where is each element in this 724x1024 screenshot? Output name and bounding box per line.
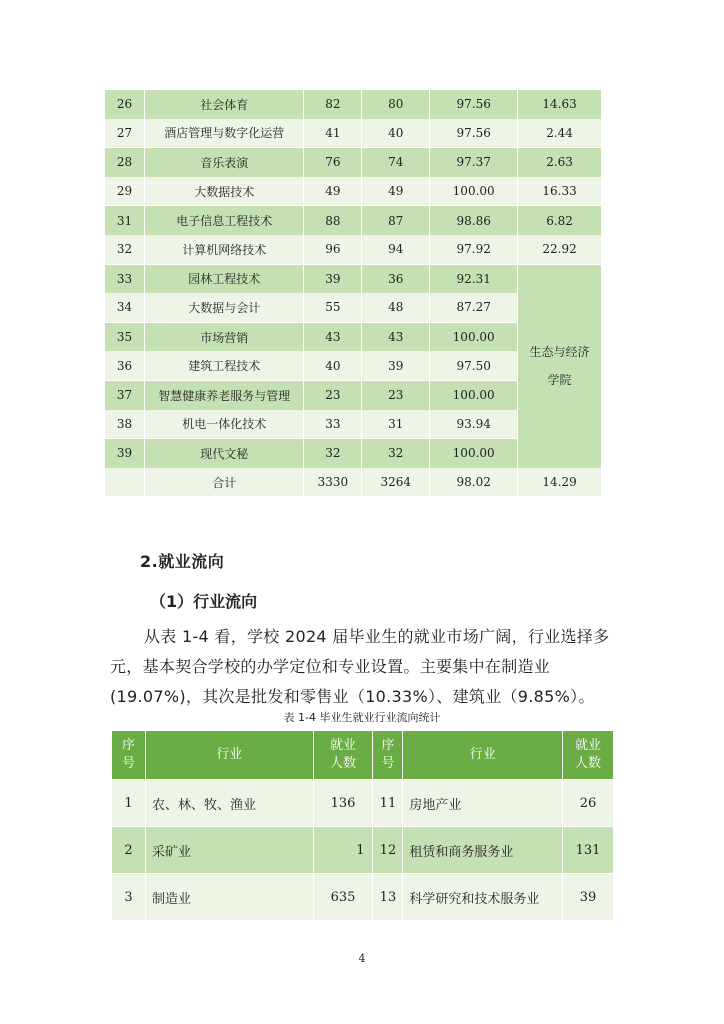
employed-count: 94 bbox=[362, 235, 430, 264]
row-number: 33 bbox=[105, 264, 145, 293]
college-name-line1: 生态与经济 bbox=[529, 345, 590, 360]
table-row bbox=[105, 206, 602, 235]
employment-rate: 97.56 bbox=[430, 90, 518, 119]
table-caption: 表 1-4 毕业生就业行业流向统计 bbox=[283, 711, 441, 724]
major-name: 现代文秘 bbox=[144, 439, 304, 468]
employed-count: 40 bbox=[362, 119, 430, 148]
row-number: 2 bbox=[112, 827, 146, 874]
row-number: 27 bbox=[105, 119, 145, 148]
header-no: 序 号 bbox=[112, 731, 146, 780]
major-name: 机电一体化技术 bbox=[144, 410, 304, 439]
graduates-count: 55 bbox=[304, 293, 362, 322]
section-heading: 2.就业流向 bbox=[140, 552, 225, 571]
extra-rate: 2.44 bbox=[518, 119, 602, 148]
employment-rate: 97.56 bbox=[430, 119, 518, 148]
subsection-heading: （1）行业流向 bbox=[150, 592, 258, 611]
employment-rate: 87.27 bbox=[430, 293, 518, 322]
row-number: 1 bbox=[112, 780, 146, 827]
extra-rate-total: 14.29 bbox=[518, 468, 602, 497]
employed-count: 43 bbox=[362, 322, 430, 351]
row-number: 31 bbox=[105, 206, 145, 235]
industry-name: 房地产业 bbox=[403, 780, 563, 827]
employed-count: 80 bbox=[362, 90, 430, 119]
employed-count: 136 bbox=[313, 780, 373, 827]
row-number: 26 bbox=[105, 90, 145, 119]
table-row bbox=[112, 780, 614, 827]
employment-rate: 100.00 bbox=[430, 380, 518, 409]
table-row bbox=[105, 90, 602, 119]
table-header-row bbox=[112, 731, 614, 780]
table-row bbox=[112, 827, 614, 874]
industry-name: 租赁和商务服务业 bbox=[403, 827, 563, 874]
major-name: 酒店管理与数字化运营 bbox=[144, 119, 304, 148]
major-name: 大数据技术 bbox=[144, 177, 304, 206]
page-number: 4 bbox=[358, 952, 366, 965]
employed-count: 32 bbox=[362, 439, 430, 468]
employed-total: 3264 bbox=[362, 468, 430, 497]
extra-rate: 2.63 bbox=[518, 148, 602, 177]
table-row bbox=[105, 148, 602, 177]
graduates-count: 96 bbox=[304, 235, 362, 264]
employed-count: 1 bbox=[313, 827, 373, 874]
employment-rate: 93.94 bbox=[430, 410, 518, 439]
row-number: 39 bbox=[105, 439, 145, 468]
graduates-count: 49 bbox=[304, 177, 362, 206]
row-number: 11 bbox=[373, 780, 403, 827]
graduates-count: 32 bbox=[304, 439, 362, 468]
extra-rate: 22.92 bbox=[518, 235, 602, 264]
graduates-count: 76 bbox=[304, 148, 362, 177]
major-name: 建筑工程技术 bbox=[144, 351, 304, 380]
total-label: 合计 bbox=[144, 468, 304, 497]
graduates-count: 39 bbox=[304, 264, 362, 293]
graduates-count: 82 bbox=[304, 90, 362, 119]
employment-rate: 97.37 bbox=[430, 148, 518, 177]
employment-rate: 100.00 bbox=[430, 322, 518, 351]
industry-name: 采矿业 bbox=[145, 827, 313, 874]
row-number: 13 bbox=[373, 874, 403, 921]
graduates-count: 41 bbox=[304, 119, 362, 148]
employed-count: 635 bbox=[313, 874, 373, 921]
major-name: 音乐表演 bbox=[144, 148, 304, 177]
employment-rate-total: 98.02 bbox=[430, 468, 518, 497]
industry-name: 制造业 bbox=[145, 874, 313, 921]
extra-rate: 6.82 bbox=[518, 206, 602, 235]
row-number bbox=[105, 468, 145, 497]
employment-rate: 92.31 bbox=[430, 264, 518, 293]
table-row bbox=[105, 264, 602, 293]
employed-count: 39 bbox=[362, 351, 430, 380]
industry-name: 科学研究和技术服务业 bbox=[403, 874, 563, 921]
employed-count: 131 bbox=[563, 827, 614, 874]
row-number: 32 bbox=[105, 235, 145, 264]
row-number: 38 bbox=[105, 410, 145, 439]
major-name: 电子信息工程技术 bbox=[144, 206, 304, 235]
body-paragraph bbox=[110, 622, 622, 712]
college-name bbox=[518, 264, 602, 468]
total-row bbox=[105, 468, 602, 497]
row-number: 29 bbox=[105, 177, 145, 206]
employed-count: 23 bbox=[362, 380, 430, 409]
graduates-total: 3330 bbox=[304, 468, 362, 497]
employed-count: 26 bbox=[563, 780, 614, 827]
table-row bbox=[105, 235, 602, 264]
major-name: 园林工程技术 bbox=[144, 264, 304, 293]
majors-employment-table bbox=[104, 89, 602, 496]
employed-count: 87 bbox=[362, 206, 430, 235]
major-name: 计算机网络技术 bbox=[144, 235, 304, 264]
major-name: 大数据与会计 bbox=[144, 293, 304, 322]
extra-rate: 14.63 bbox=[518, 90, 602, 119]
header-count: 就业 人数 bbox=[313, 731, 373, 780]
extra-rate: 16.33 bbox=[518, 177, 602, 206]
major-name: 市场营销 bbox=[144, 322, 304, 351]
row-number: 34 bbox=[105, 293, 145, 322]
college-name-line2: 学院 bbox=[547, 373, 572, 388]
row-number: 37 bbox=[105, 380, 145, 409]
row-number: 12 bbox=[373, 827, 403, 874]
employment-rate: 97.92 bbox=[430, 235, 518, 264]
table-row bbox=[112, 874, 614, 921]
employed-count: 39 bbox=[563, 874, 614, 921]
paragraph-text: 从表 1-4 看，学校 2024 届毕业生的就业市场广阔，行业选择多元，基本契合学校的办学定位和专业设置。主要集中在制造业(19.07%)，其次是批发和零售业（10.33%）、建筑业（9.85%）。 bbox=[110, 627, 610, 706]
employed-count: 49 bbox=[362, 177, 430, 206]
row-number: 35 bbox=[105, 322, 145, 351]
header-industry: 行业 bbox=[403, 731, 563, 780]
employed-count: 74 bbox=[362, 148, 430, 177]
graduates-count: 43 bbox=[304, 322, 362, 351]
industry-name: 农、林、牧、渔业 bbox=[145, 780, 313, 827]
row-number: 3 bbox=[112, 874, 146, 921]
row-number: 36 bbox=[105, 351, 145, 380]
header-no: 序 号 bbox=[373, 731, 403, 780]
major-name: 智慧健康养老服务与管理 bbox=[144, 380, 304, 409]
graduates-count: 88 bbox=[304, 206, 362, 235]
row-number: 28 bbox=[105, 148, 145, 177]
major-name: 社会体育 bbox=[144, 90, 304, 119]
table-row bbox=[105, 119, 602, 148]
employment-rate: 100.00 bbox=[430, 439, 518, 468]
employed-count: 31 bbox=[362, 410, 430, 439]
header-industry: 行业 bbox=[145, 731, 313, 780]
header-count: 就业 人数 bbox=[563, 731, 614, 780]
employment-rate: 97.50 bbox=[430, 351, 518, 380]
graduates-count: 23 bbox=[304, 380, 362, 409]
table-row bbox=[105, 177, 602, 206]
graduates-count: 33 bbox=[304, 410, 362, 439]
employed-count: 48 bbox=[362, 293, 430, 322]
industry-flow-table bbox=[111, 730, 614, 921]
graduates-count: 40 bbox=[304, 351, 362, 380]
employment-rate: 98.86 bbox=[430, 206, 518, 235]
employed-count: 36 bbox=[362, 264, 430, 293]
employment-rate: 100.00 bbox=[430, 177, 518, 206]
